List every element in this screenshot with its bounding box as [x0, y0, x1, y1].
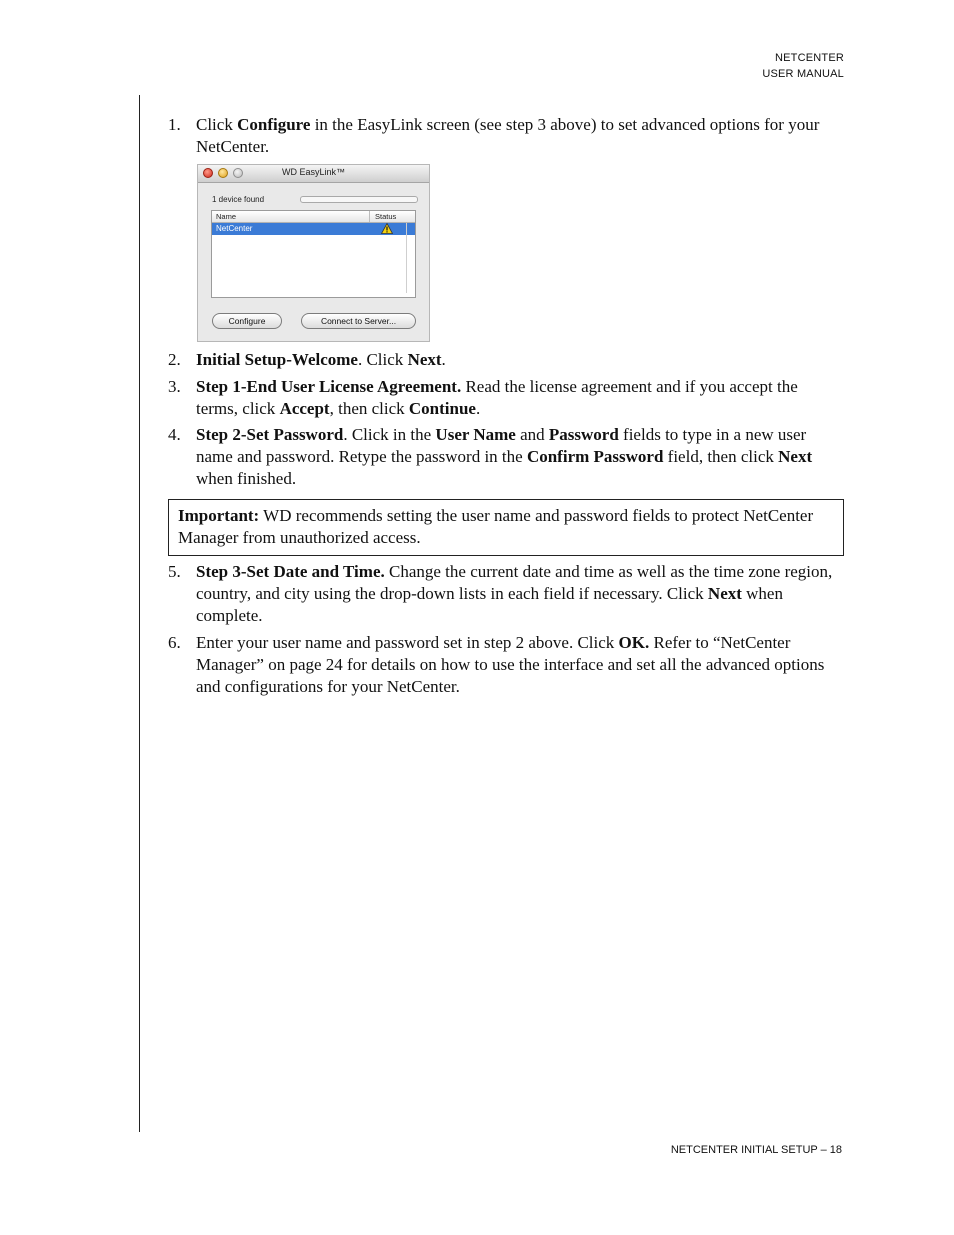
column-status-header[interactable]: Status [375, 212, 397, 221]
step-number: 2. [168, 350, 181, 369]
note-text: WD recommends setting the user name and password fields to protect NetCenter Manager from unauthorized access. [178, 506, 814, 547]
header-line-1: NETCENTER [774, 52, 844, 64]
device-list[interactable] [211, 210, 416, 298]
step-number: 5. [168, 562, 181, 581]
step-number: 1. [168, 115, 181, 134]
window-titlebar [198, 165, 429, 183]
note-label: Important: [178, 506, 260, 525]
step-number: 4. [168, 425, 181, 444]
list-item[interactable] [212, 223, 415, 235]
step-text: Step 3-Set Date and Time. Change the current date and time as well as the time zone region, country, and city using the drop-down lists in each field if necessary. Click Next when complete. [196, 562, 833, 625]
connect-to-server-button[interactable]: Connect to Server... [301, 313, 416, 329]
search-progress-bar [300, 196, 418, 203]
running-footer: NETCENTER INITIAL SETUP – 18 [670, 1144, 842, 1156]
step-number: 3. [168, 377, 181, 396]
step-2 [168, 349, 840, 371]
margin-rule [139, 95, 140, 1132]
step-6 [168, 632, 840, 698]
step-text: Step 1-End User License Agreement. Read the license agreement and if you accept the terms, click Accept, then click Continue. [196, 377, 798, 418]
device-count-label: 1 device found [212, 195, 265, 204]
warning-icon [381, 223, 393, 234]
step-4 [168, 424, 840, 490]
step-text: Click Configure in the EasyLink screen (see step 3 above) to set advanced options for your NetCenter. [196, 115, 820, 156]
device-name: NetCenter [216, 224, 253, 233]
step-text: Initial Setup-Welcome. Click Next. [196, 350, 446, 369]
step-text: Enter your user name and password set in step 2 above. Click OK. Refer to “NetCenter Manager” on page 24 for details on how to use the interface and set all the advanced options and configurations for your NetCenter. [196, 633, 825, 696]
easylink-window [197, 164, 430, 342]
running-header [762, 50, 844, 82]
step-number: 6. [168, 633, 181, 652]
step-1 [168, 114, 840, 158]
column-separator [369, 211, 370, 222]
window-title: WD EasyLink™ [281, 167, 345, 177]
step-3 [168, 376, 840, 420]
step-5 [168, 561, 840, 627]
list-header [212, 211, 415, 223]
important-note [168, 499, 844, 556]
column-name-header[interactable]: Name [216, 212, 237, 221]
header-line-2: USER MANUAL [762, 68, 844, 80]
step-text: Step 2-Set Password. Click in the User Name and Password fields to type in a new user name and password. Retype the password in the Confirm Password field, then click Next when finished. [196, 425, 813, 488]
configure-button[interactable]: Configure [212, 313, 282, 329]
list-scrollbar[interactable] [406, 223, 413, 293]
